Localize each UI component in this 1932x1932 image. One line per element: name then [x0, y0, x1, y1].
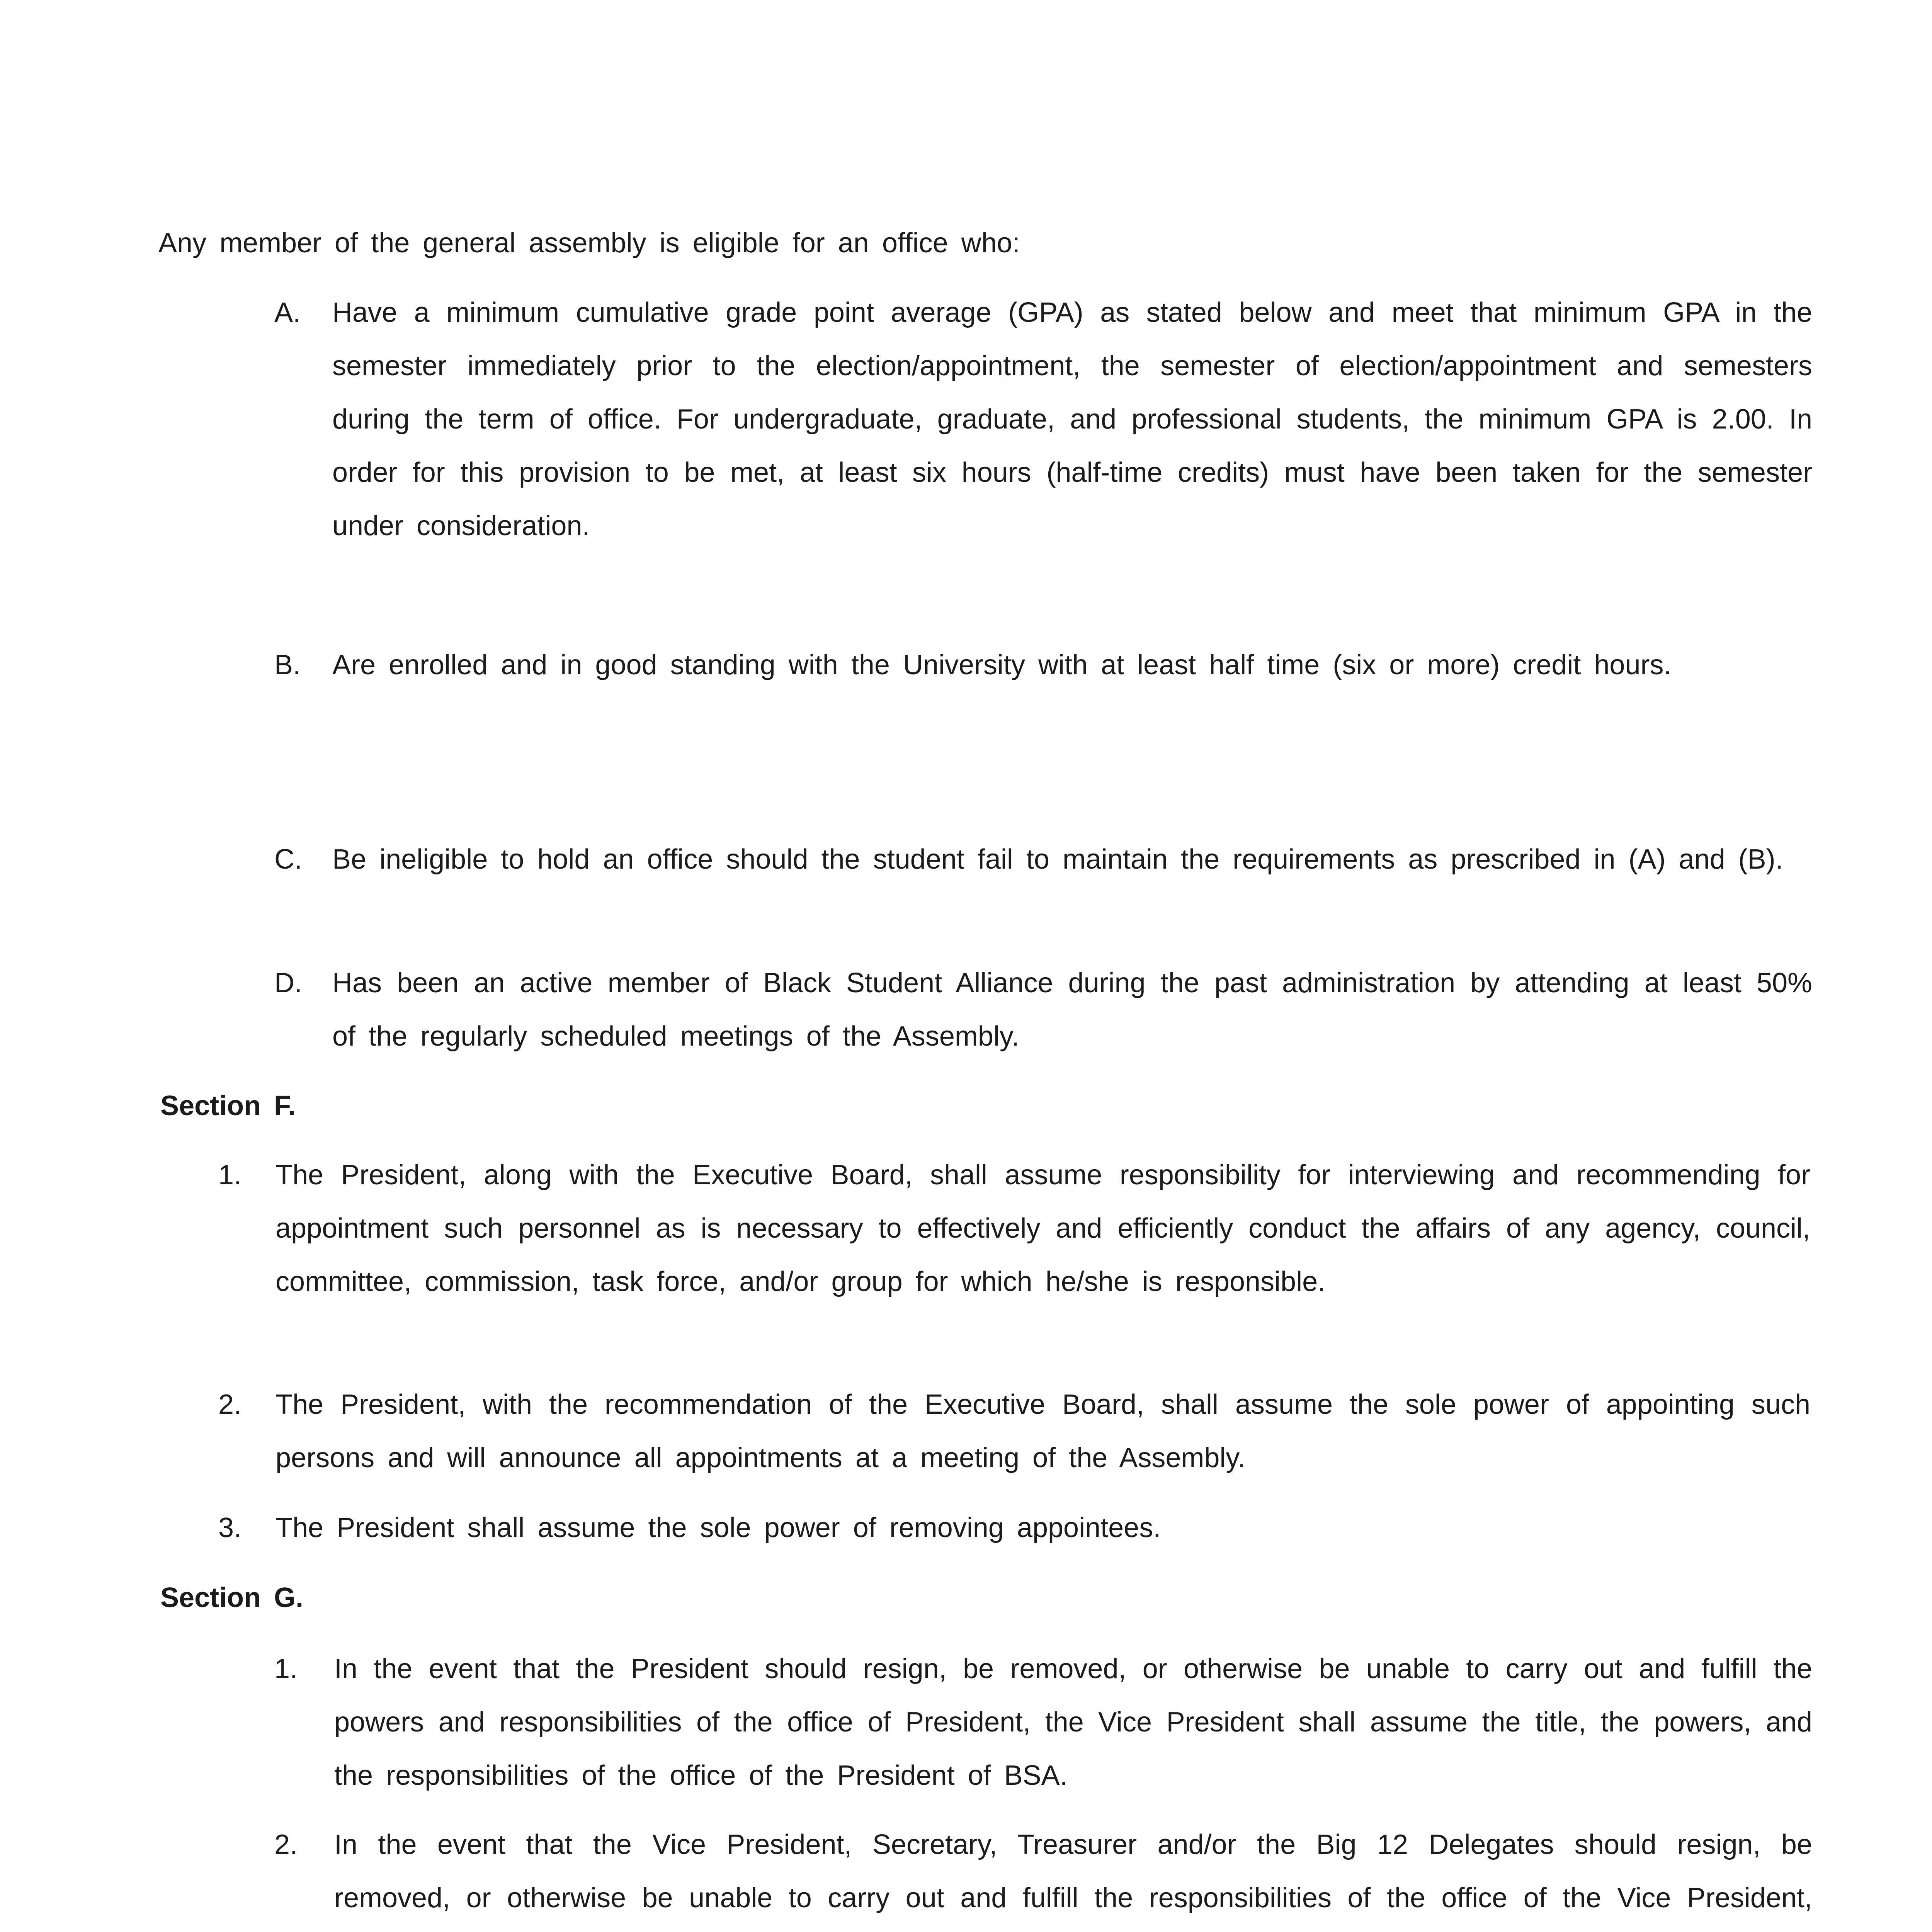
item-marker: 2. — [218, 1389, 242, 1420]
item-marker: 1. — [274, 1653, 298, 1684]
item-text: Has been an active member of Black Student Alliance during the past administration by attending at least 50% of the regularly scheduled meetings of the Assembly. — [332, 968, 1812, 1052]
section-f-item-2 — [218, 1378, 1810, 1486]
item-marker: B. — [274, 650, 301, 680]
section-g-heading: Section G. — [160, 1582, 304, 1613]
section-f-heading: Section F. — [160, 1090, 296, 1121]
section-g-item-2 — [274, 1818, 1812, 1932]
item-marker: 2. — [274, 1829, 298, 1860]
item-text: Be ineligible to hold an office should the student fail to maintain the requirements as prescribed in (A) and (B). — [332, 844, 1783, 875]
section-f-item-1 — [218, 1148, 1810, 1365]
item-text: The President, with the recommendation of the Executive Board, shall assume the sole power of appointing such persons and will announce all appointments at a meeting of the Assembly. — [276, 1389, 1810, 1473]
item-marker: 1. — [218, 1160, 242, 1190]
eligibility-item-c — [274, 833, 1812, 941]
intro-paragraph: Any member of the general assembly is eligible for an office who: — [158, 228, 1020, 259]
eligibility-item-a — [274, 286, 1812, 556]
item-marker: 3. — [218, 1512, 242, 1543]
item-marker: A. — [274, 297, 301, 328]
item-marker: C. — [274, 844, 302, 875]
item-text: The President shall assume the sole power of removing appointees. — [276, 1512, 1161, 1543]
item-text: In the event that the Vice President, Secretary, Treasurer and/or the Big 12 Delegates should resign, be removed, or otherwise be unable to carry out and fulfill the responsibilities of the office of the Vice President, — [334, 1829, 1812, 1913]
section-g-item-1 — [274, 1642, 1812, 1804]
item-text: The President, along with the Executive Board, shall assume responsibility for interviewing and recommending for appointment such personnel as is necessary to effectively and efficiently conduct the affairs of any agency, council, committee, commission, task force, and/or group for which he/she is responsible. — [276, 1160, 1810, 1297]
item-text: Are enrolled and in good standing with the University with at least half time (six or more) credit hours. — [332, 650, 1672, 680]
eligibility-item-d — [274, 956, 1812, 1065]
item-text: In the event that the President should resign, be removed, or otherwise be unable to carry out and fulfill the powers and responsibilities of the office of President, the Vice President shall assume the title, the powers, and the responsibilities of the office of the President of BSA. — [334, 1653, 1812, 1791]
eligibility-item-b — [274, 638, 1812, 747]
item-marker: D. — [274, 968, 302, 998]
item-text: Have a minimum cumulative grade point average (GPA) as stated below and meet that minimum GPA in the semester immediately prior to the election/appointment, the semester of election/appointment and semesters during the term of office. For undergraduate, graduate, and professional students, the minimum GPA is 2.00. In order for this provision to be met, at least six hours (half-time credits) must have been taken for the semester under consideration. — [332, 297, 1812, 541]
section-f-item-3 — [218, 1501, 1810, 1555]
